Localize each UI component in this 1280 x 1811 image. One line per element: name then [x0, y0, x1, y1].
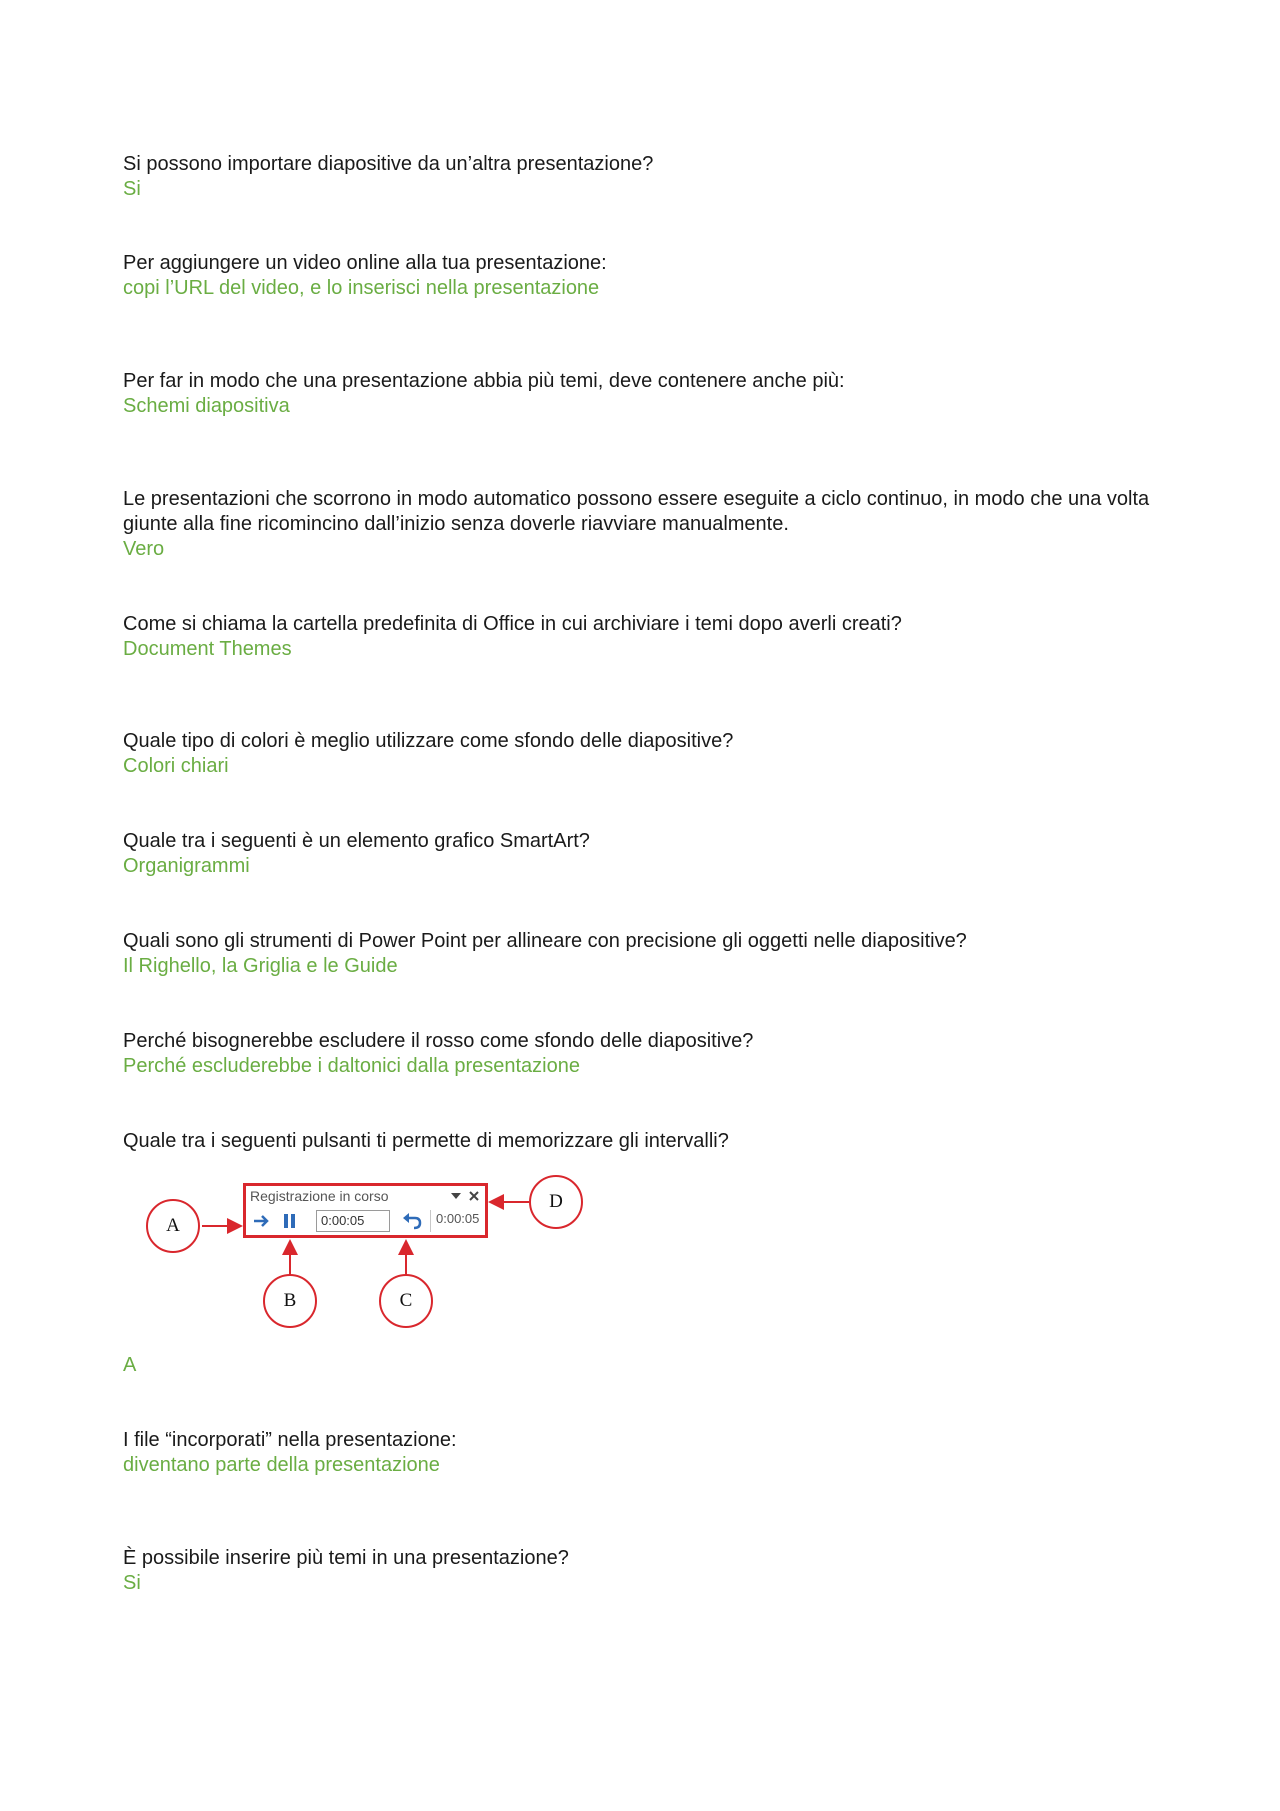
callout-b: B — [263, 1274, 317, 1328]
answer-text: Il Righello, la Griglia e le Guide — [123, 955, 398, 977]
question-text: È possibile inserire più temi in una presentazione? — [123, 1547, 569, 1569]
qa-item — [123, 369, 1163, 419]
qa-item — [123, 251, 1163, 301]
chevron-down-icon — [450, 1187, 462, 1210]
question-text: Si possono importare diapositive da un’altra presentazione? — [123, 153, 654, 175]
arrow-right-icon — [252, 1209, 272, 1233]
callout-c: C — [379, 1274, 433, 1328]
recording-time-field: 0:00:05 — [316, 1210, 390, 1232]
qa-item — [123, 1129, 1163, 1154]
qa-item — [123, 1029, 1163, 1079]
callout-a: A — [146, 1199, 200, 1253]
recording-toolbar — [243, 1183, 488, 1238]
question-text: Come si chiama la cartella predefinita di Office in cui archiviare i temi dopo averli creati? — [123, 613, 902, 635]
answer-text: Document Themes — [123, 638, 292, 660]
question-text: Quale tipo di colori è meglio utilizzare come sfondo delle diapositive? — [123, 730, 734, 752]
answer-text: Organigrammi — [123, 855, 250, 877]
answer-text: Si — [123, 1572, 141, 1594]
qa-item — [123, 1546, 1163, 1596]
question-text: Quale tra i seguenti pulsanti ti permette di memorizzare gli intervalli? — [123, 1130, 729, 1152]
toolbar-title: Registrazione in corso — [250, 1188, 389, 1204]
question-text: Le presentazioni che scorrono in modo automatico possono essere eseguite a ciclo continuo, in modo che una volta giunte alla fine ricomincino dall’inizio senza doverle riavviare manualmente. — [123, 488, 1150, 535]
answer-text: Colori chiari — [123, 755, 229, 777]
question-text: Per far in modo che una presentazione abbia più temi, deve contenere anche più: — [123, 370, 845, 392]
qa-answer-item — [123, 1353, 1163, 1378]
recording-toolbar-figure — [140, 1172, 590, 1342]
question-text: Quali sono gli strumenti di Power Point per allineare con precisione gli oggetti nelle diapositive? — [123, 930, 967, 952]
undo-icon — [402, 1209, 422, 1233]
qa-item — [123, 152, 1163, 202]
total-time: 0:00:05 — [436, 1211, 480, 1226]
pause-icon — [282, 1209, 298, 1233]
question-text: Perché bisognerebbe escludere il rosso come sfondo delle diapositive? — [123, 1030, 754, 1052]
qa-item — [123, 829, 1163, 879]
answer-text: Vero — [123, 538, 165, 560]
answer-text: Si — [123, 178, 141, 200]
qa-item — [123, 612, 1163, 662]
question-text: I file “incorporati” nella presentazione: — [123, 1429, 457, 1451]
callout-d: D — [529, 1175, 583, 1229]
close-icon — [468, 1187, 480, 1210]
answer-text: Schemi diapositiva — [123, 395, 290, 417]
question-text: Per aggiungere un video online alla tua presentazione: — [123, 252, 607, 274]
qa-item — [123, 929, 1163, 979]
qa-item — [123, 487, 1163, 562]
answer-text: copi l’URL del video, e lo inserisci nella presentazione — [123, 277, 600, 299]
answer-text: diventano parte della presentazione — [123, 1454, 440, 1476]
toolbar-divider — [430, 1210, 431, 1232]
answer-text: A — [123, 1354, 137, 1376]
qa-item — [123, 1428, 1163, 1478]
qa-item — [123, 729, 1163, 779]
question-text: Quale tra i seguenti è un elemento grafico SmartArt? — [123, 830, 590, 852]
answer-text: Perché escluderebbe i daltonici dalla presentazione — [123, 1055, 580, 1077]
